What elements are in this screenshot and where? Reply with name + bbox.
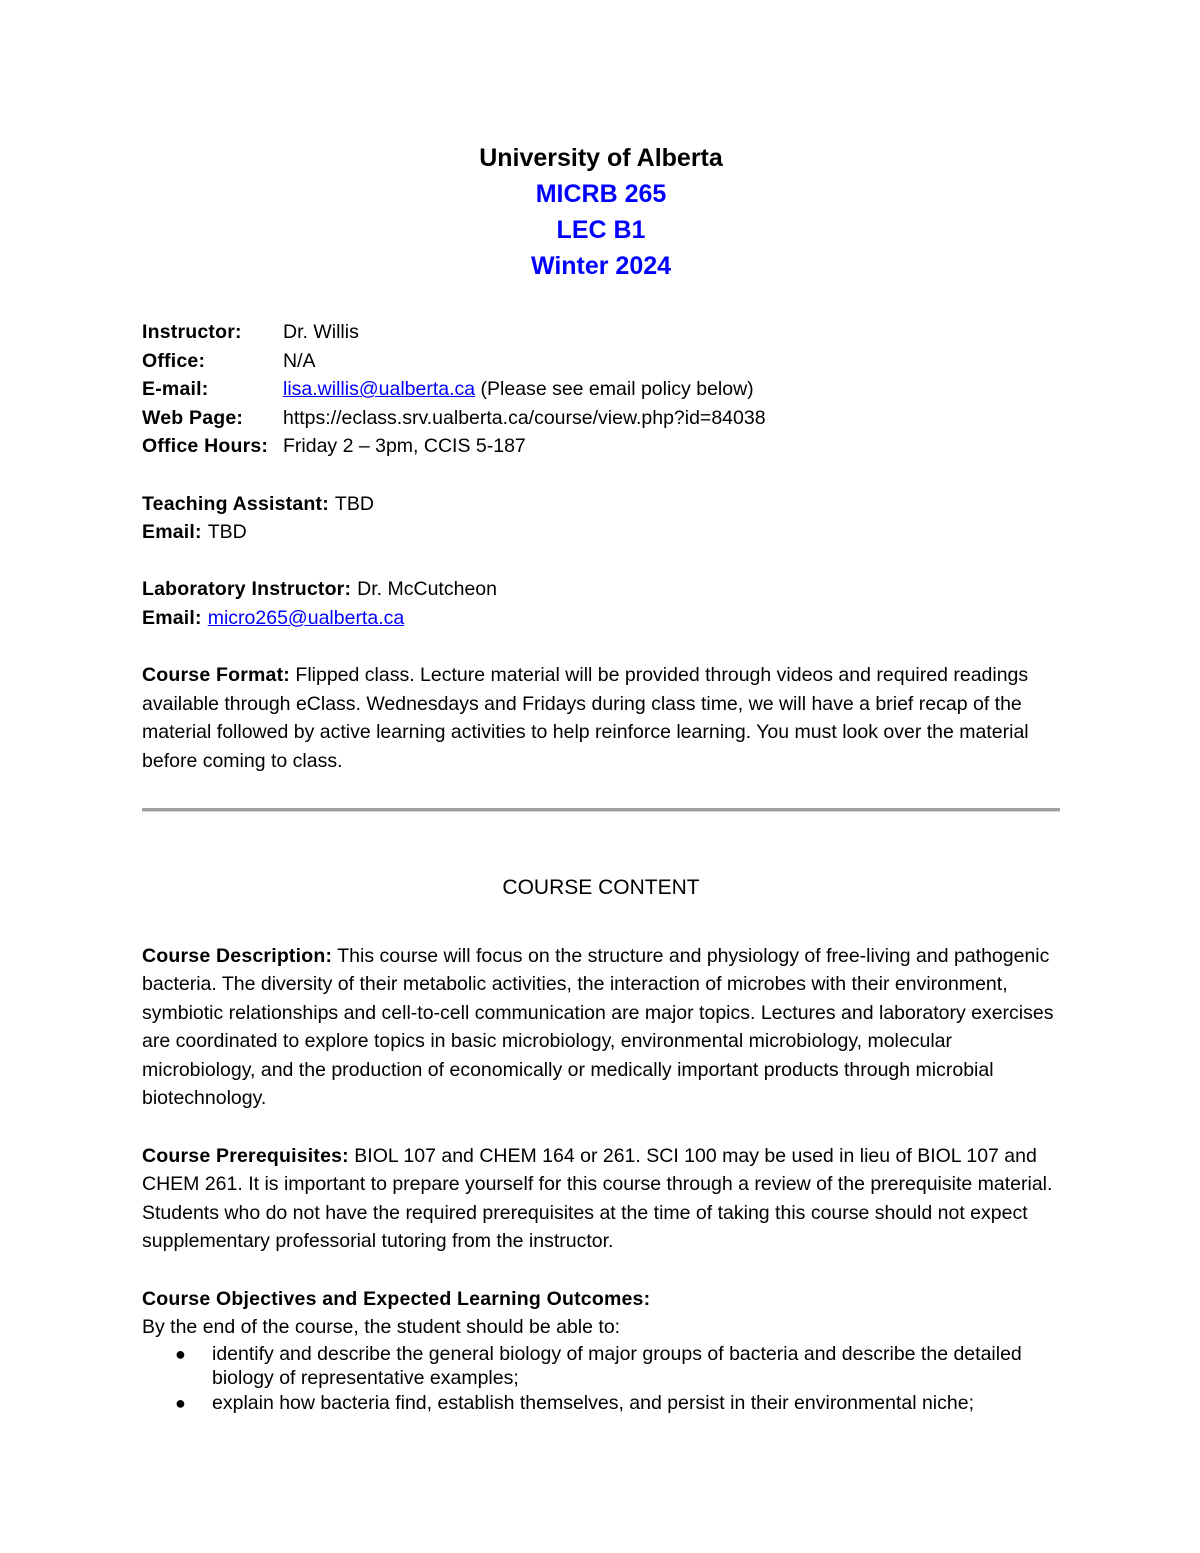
office-value: N/A [283, 349, 316, 372]
lab-instructor-value: Dr. McCutcheon [357, 578, 497, 601]
course-section: LEC B1 [556, 216, 646, 244]
instructor-email-link[interactable]: lisa.willis@ualberta.ca [283, 378, 476, 401]
ta-row [142, 490, 1060, 519]
course-prerequisites-label: Course Prerequisites: [142, 1144, 349, 1167]
instructor-label: Instructor: [142, 321, 242, 343]
lab-instructor-row [142, 575, 1060, 604]
objective-text: identify and describe the general biology of major groups of bacteria and describe the detailed biology of representative examples; [212, 1342, 1022, 1390]
course-content-heading: COURSE CONTENT [502, 875, 700, 899]
course-prerequisites-text: BIOL 107 and CHEM 164 or 261. SCI 100 may be used in lieu of BIOL 107 and CHEM 261. It is important to prepare yourself for this course through a review of the prerequisite material. Students who do not have the required prerequisites at the time of taking this course should not expect supplementary professorial tutoring from the instructor. [142, 1144, 1053, 1253]
list-item [142, 1342, 1060, 1391]
email-label: E-mail: [142, 378, 209, 401]
webpage-row [142, 404, 1060, 433]
office-hours-value: Friday 2 – 3pm, CCIS 5-187 [283, 435, 526, 458]
course-description [142, 942, 1060, 1114]
course-objectives [142, 1285, 1060, 1416]
horizontal-divider [142, 808, 1060, 812]
bullet-icon: ● [175, 1343, 186, 1364]
lab-email-link[interactable]: micro265@ualberta.ca [207, 606, 405, 629]
lab-email-label: Email: [142, 606, 202, 629]
syllabus-page [142, 140, 1060, 1415]
office-hours-label: Office Hours: [142, 435, 269, 458]
office-label: Office: [142, 349, 206, 372]
lab-email-row [142, 604, 1060, 633]
course-format-label: Course Format: [142, 664, 290, 687]
objectives-list [142, 1342, 1060, 1416]
bullet-icon: ● [175, 1392, 186, 1413]
office-hours-row [142, 432, 1060, 461]
course-objectives-label: Course Objectives and Expected Learning Outcomes: [142, 1287, 651, 1310]
ta-email-row [142, 518, 1060, 547]
course-description-text: This course will focus on the structure and physiology of free-living and pathogenic bacteria. The diversity of their metabolic activities, the interaction of microbes with their environment, symbiotic relationships and cell-to-cell communication are major topics. Lectures and laboratory exercises are coordinated to explore topics in basic microbiology, environmental microbiology, molecular microbiology, and the production of economically or medically important products through microbial biotechnology. [142, 944, 1054, 1110]
webpage-label: Web Page: [142, 406, 244, 429]
university-name: University of Alberta [479, 144, 723, 172]
course-term: Winter 2024 [530, 252, 672, 280]
ta-email-value: TBD [207, 521, 247, 544]
objective-text: explain how bacteria find, establish themselves, and persist in their environmental niche; [212, 1391, 974, 1414]
course-objectives-intro: By the end of the course, the student should be able to: [142, 1316, 621, 1339]
lab-instructor-label: Laboratory Instructor: [142, 578, 352, 601]
course-code: MICRB 265 [535, 180, 667, 208]
title-block [142, 140, 1060, 284]
course-format [142, 661, 1060, 775]
instructor-row [142, 318, 1060, 347]
ta-email-label: Email: [142, 521, 202, 544]
instructor-value: Dr. Willis [283, 321, 359, 343]
email-row [142, 375, 1060, 404]
office-row [142, 347, 1060, 376]
ta-label: Teaching Assistant: [142, 492, 329, 515]
course-prerequisites [142, 1142, 1060, 1256]
email-note: (Please see email policy below) [475, 378, 754, 401]
course-description-label: Course Description: [142, 944, 333, 967]
list-item [142, 1391, 1060, 1416]
course-format-text: Flipped class. Lecture material will be provided through videos and required readings available through eClass. Wednesdays and Fridays during class time, we will have a brief recap of the material followed by active learning activities to help reinforce learning. You must look over the material before coming to class. [142, 664, 1029, 772]
ta-value: TBD [334, 492, 374, 515]
webpage-value: https://eclass.srv.ualberta.ca/course/view.php?id=84038 [283, 406, 766, 429]
contact-info [142, 318, 1060, 776]
